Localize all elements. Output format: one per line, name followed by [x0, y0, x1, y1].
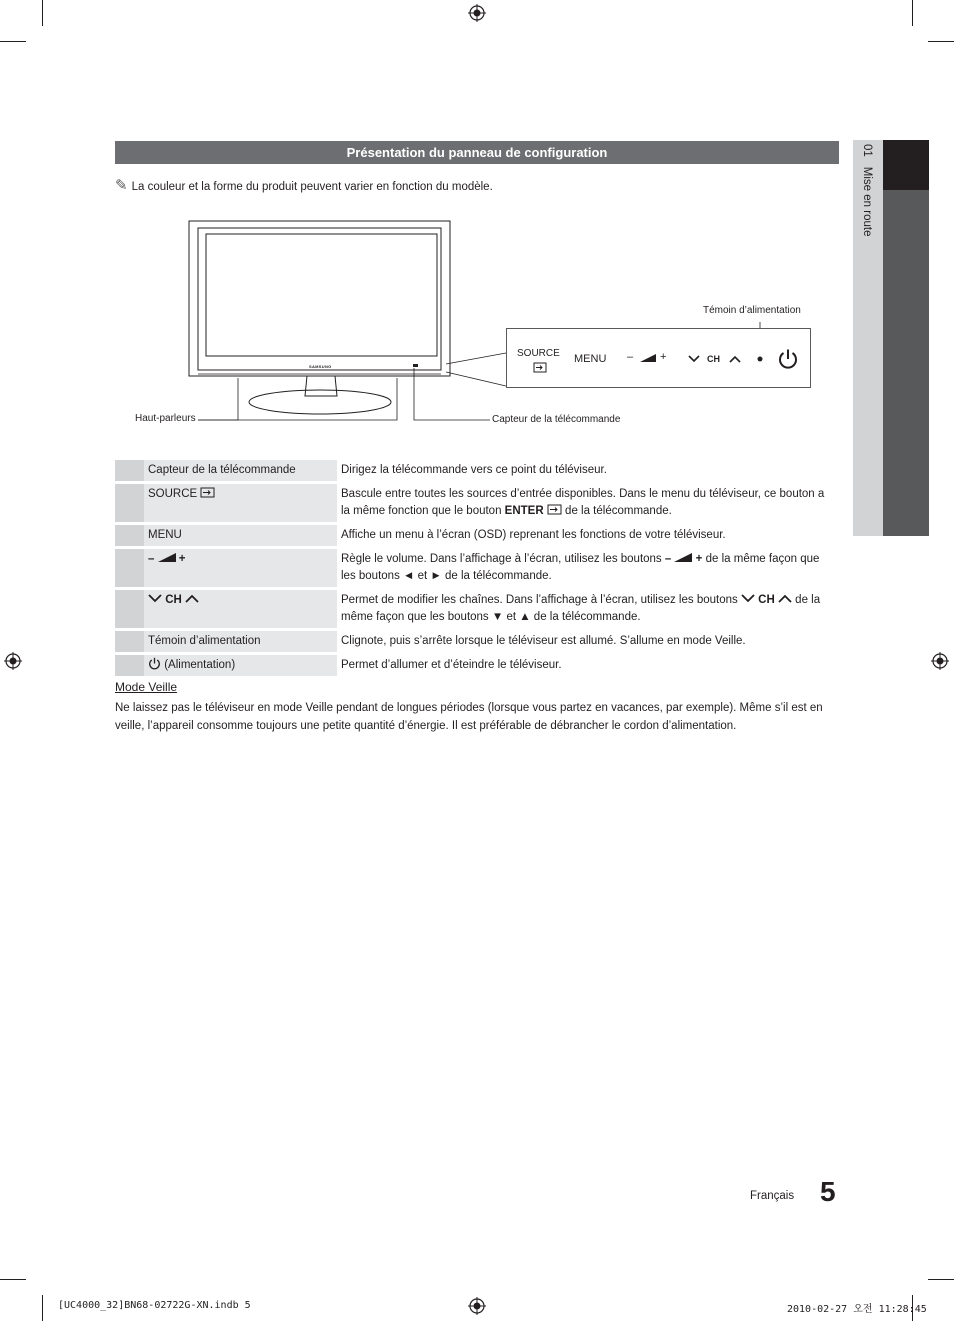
channel-up-icon — [729, 355, 741, 363]
crop-mark — [928, 1279, 954, 1280]
chevron-down-icon — [148, 594, 162, 603]
footer-file-info: [UC4000_32]BN68-02722G-XN.indb 5 — [58, 1300, 251, 1311]
table-row — [115, 549, 839, 587]
table-row — [115, 484, 839, 522]
table-row — [115, 460, 839, 481]
panel-menu-label: MENU — [574, 353, 607, 365]
footer-timestamp: 2010-02-27 오전 11:28:45 — [787, 1304, 927, 1315]
row-desc: Bascule entre toutes les sources d’entrée disponibles. Dans le menu du téléviseur, ce bouton a la même fonction que le bouton ENTER de la télécommande. — [341, 488, 825, 517]
chapter-number: 01 — [861, 144, 873, 157]
table-row — [115, 525, 839, 546]
enter-icon — [547, 504, 562, 515]
row-key — [144, 549, 337, 587]
row-desc: Permet de modifier les chaînes. Dans l’affichage à l’écran, utilisez les boutons CH de la même façon que les boutons ▼ et ▲ de la télécommande. — [341, 594, 821, 623]
row-key: Témoin d’alimentation — [144, 631, 337, 652]
power-indicator-dot-icon — [757, 356, 763, 362]
chevron-up-icon — [778, 594, 792, 603]
crop-mark — [42, 1295, 43, 1321]
panel-volume-plus-icon: + — [660, 351, 667, 363]
volume-control-icon: – + — [664, 553, 703, 565]
page-number: 5 — [820, 1176, 836, 1207]
row-key: (Alimentation) — [144, 655, 337, 676]
section-title: Présentation du panneau de configuration — [115, 141, 839, 164]
row-desc: Permet d’allumer et d’éteindre le téléviseur. — [341, 659, 562, 671]
footer-language: Français — [750, 1190, 795, 1202]
channel-down-icon — [688, 355, 700, 363]
chapter-label — [861, 144, 873, 236]
row-desc: Affiche un menu à l’écran (OSD) reprenant les fonctions de votre téléviseur. — [341, 529, 726, 541]
power-icon — [777, 348, 799, 370]
row-key: SOURCE — [144, 484, 337, 522]
row-desc: Dirigez la télécommande vers ce point du téléviseur. — [341, 464, 607, 476]
note-text: La couleur et la forme du produit peuvent varier en fonction du modèle. — [131, 181, 493, 193]
label-speakers: Haut-parleurs — [135, 413, 196, 424]
source-icon — [200, 487, 215, 498]
chapter-tab-marker — [883, 140, 929, 190]
tv-brand-logo: SAMSUNG — [309, 364, 332, 369]
panel-ch-label: CH — [707, 354, 720, 364]
crop-mark — [912, 0, 913, 26]
panel-source-label: SOURCE — [517, 348, 560, 359]
note — [115, 176, 493, 194]
label-power-indicator: Témoin d’alimentation — [703, 305, 801, 316]
table-row — [115, 655, 839, 676]
volume-control-icon: – + — [148, 553, 186, 565]
crop-mark — [0, 41, 26, 42]
chapter-tab-edge — [883, 140, 929, 536]
row-key: Capteur de la télécommande — [144, 460, 337, 481]
crop-mark — [0, 1279, 26, 1280]
pencil-icon: ✎ — [115, 177, 128, 194]
row-desc: Règle le volume. Dans l’affichage à l’écran, utilisez les boutons – + de la même façon que les boutons ◄ et ► de la télécommande. — [341, 553, 820, 582]
label-remote-sensor: Capteur de la télécommande — [492, 414, 621, 425]
source-icon — [533, 362, 547, 373]
standby-mode-heading: Mode Veille — [115, 680, 178, 694]
crop-mark — [928, 41, 954, 42]
panel-volume-minus-icon: – — [627, 351, 634, 363]
registration-mark-icon — [931, 652, 949, 670]
chapter-title: Mise en route — [861, 166, 873, 237]
volume-icon — [640, 354, 656, 362]
control-description-table — [115, 457, 839, 679]
registration-mark-icon — [4, 652, 22, 670]
standby-mode-text: Ne laissez pas le téléviseur en mode Veille pendant de longues périodes (lorsque vous partez en vacances, par exemple). Même s’il est en veille, l’appareil consomme toujours une petite quantité d’énergie. Il est préférable de débrancher le cordon d’alimentation. — [115, 702, 823, 732]
control-panel-detail — [506, 328, 811, 388]
registration-mark-icon — [468, 4, 486, 22]
row-desc: Clignote, puis s’arrête lorsque le téléviseur est allumé. S’allume en mode Veille. — [341, 635, 746, 647]
crop-mark — [42, 0, 43, 26]
chevron-down-icon — [741, 594, 755, 603]
power-icon — [148, 657, 161, 670]
row-key: MENU — [144, 525, 337, 546]
chevron-up-icon — [185, 594, 199, 603]
table-row — [115, 590, 839, 628]
registration-mark-icon — [468, 1297, 486, 1315]
table-row — [115, 631, 839, 652]
row-key: CH — [144, 590, 337, 628]
